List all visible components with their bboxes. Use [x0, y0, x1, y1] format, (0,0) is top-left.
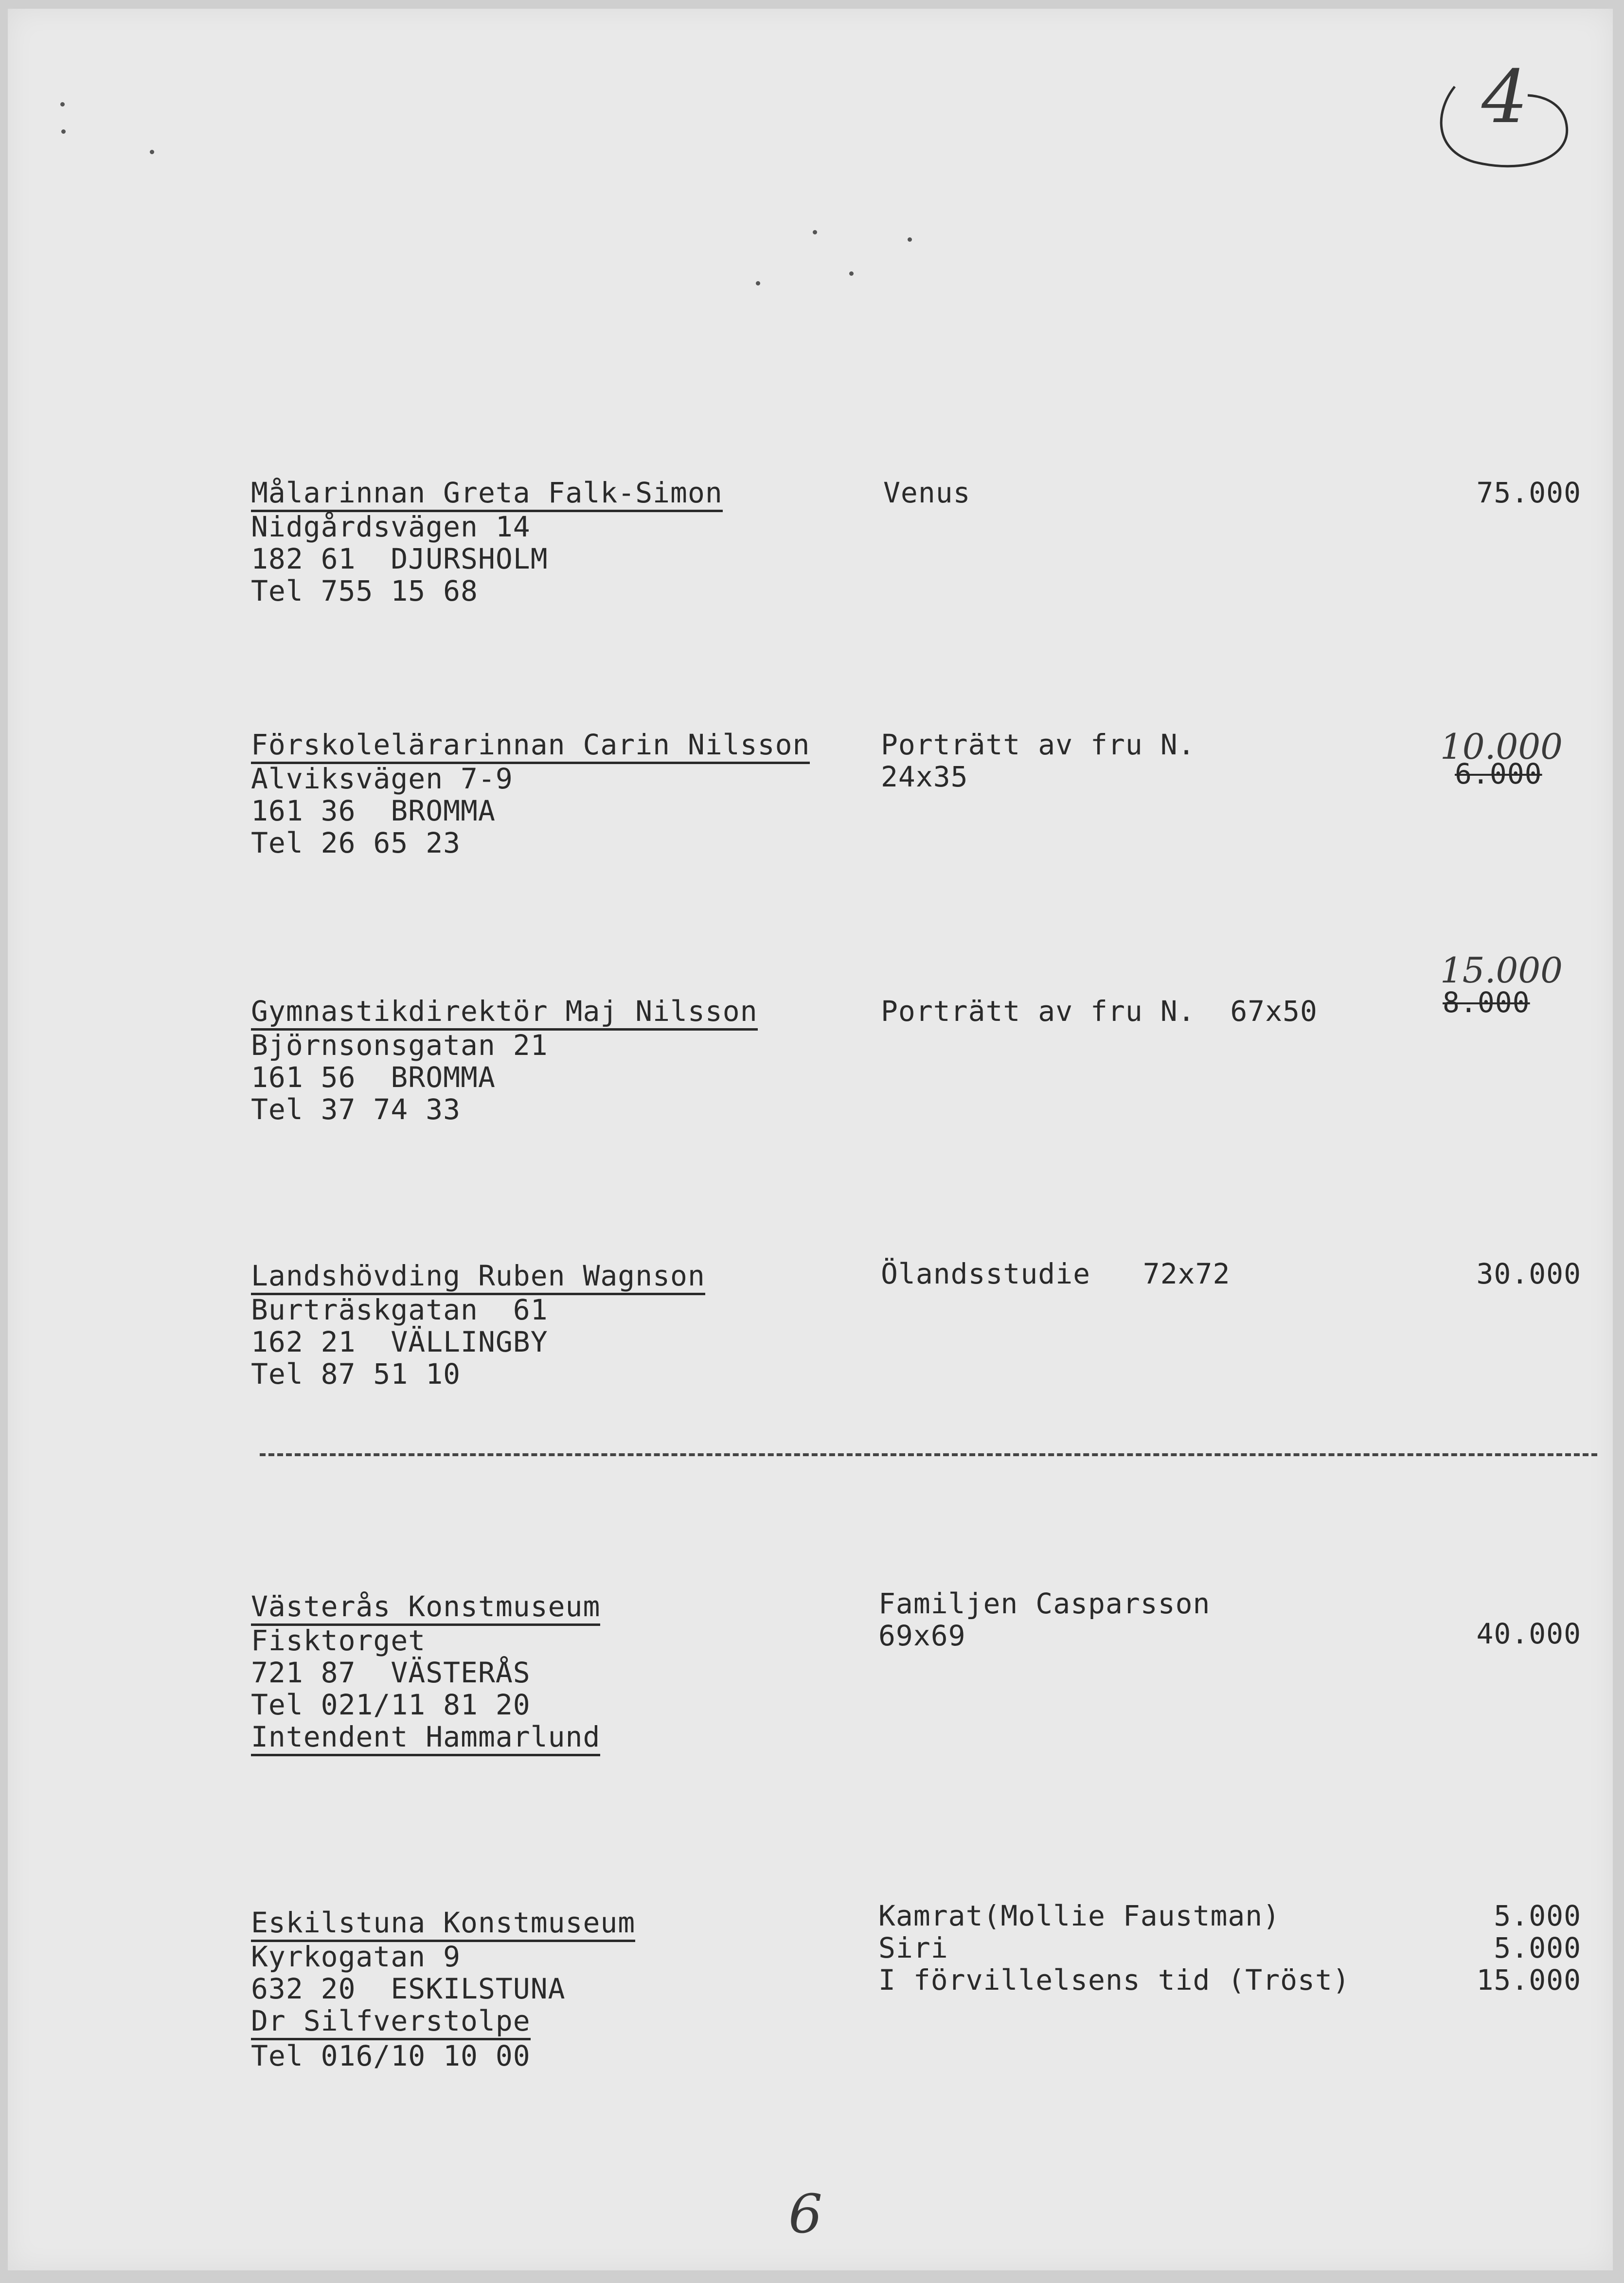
entry-3-phone: Tel 37 74 33: [251, 1093, 461, 1126]
entry-6-work-2: Siri: [878, 1931, 948, 1964]
ink-speck: [756, 281, 760, 285]
ink-speck: [849, 271, 854, 276]
entry-5-work: Familjen Casparsson: [878, 1587, 1211, 1620]
entry-6-contact: Dr Silfverstolpe: [251, 2005, 531, 2040]
ink-speck: [60, 102, 65, 107]
entry-6-price-3: 15.000: [1476, 1963, 1581, 1997]
entry-4-address-line-1: Burträskgatan 61: [251, 1293, 548, 1326]
entry-2-address-line-2: 161 36 BROMMA: [251, 794, 496, 827]
entry-6-work-3: I förvillelsens tid (Tröst): [878, 1963, 1350, 1997]
entry-5-contact: Intendent Hammarlund: [251, 1721, 600, 1756]
entry-1-address-line-1: Nidgårdsvägen 14: [251, 510, 531, 543]
entry-4-phone: Tel 87 51 10: [251, 1357, 461, 1391]
entry-5-phone: Tel 021/11 81 20: [251, 1688, 531, 1721]
dashed-separator: [260, 1453, 1597, 1456]
entry-3-work: Porträtt av fru N. 67x50: [881, 995, 1318, 1028]
entry-4-work: Ölandsstudie 72x72: [881, 1257, 1231, 1290]
entry-2-work: Porträtt av fru N.: [881, 728, 1196, 761]
entry-1-price: 75.000: [1476, 476, 1581, 509]
entry-1-phone: Tel 755 15 68: [251, 574, 478, 607]
entry-3-address-line-1: Björnsonsgatan 21: [251, 1029, 548, 1062]
entry-1-work: Venus: [883, 476, 971, 509]
entry-4-name: Landshövding Ruben Wagnson: [251, 1260, 705, 1295]
entry-6-name: Eskilstuna Konstmuseum: [251, 1907, 635, 1942]
entry-5-price: 40.000: [1476, 1617, 1581, 1650]
page-number-handwritten: 6: [788, 2183, 822, 2245]
entry-3-address-line-2: 161 56 BROMMA: [251, 1061, 496, 1094]
entry-6-work-1: Kamrat(Mollie Faustman): [878, 1899, 1281, 1932]
ink-speck: [61, 129, 66, 134]
entry-3-price-struck: 8.000: [1443, 986, 1530, 1019]
ink-speck: [150, 150, 154, 154]
entry-4-price: 30.000: [1476, 1257, 1581, 1290]
document-page: [8, 9, 1613, 2270]
entry-5-work-size: 69x69: [878, 1619, 966, 1652]
ink-speck: [813, 230, 817, 234]
entry-2-phone: Tel 26 65 23: [251, 826, 461, 859]
page-mark-number: 4: [1481, 55, 1528, 140]
ink-speck: [908, 237, 912, 242]
entry-6-phone: Tel 016/10 10 00: [251, 2039, 531, 2072]
entry-2-address-line-1: Alviksvägen 7-9: [251, 762, 513, 795]
entry-6-price-1: 5.000: [1494, 1899, 1581, 1932]
entry-6-address-line-2: 632 20 ESKILSTUNA: [251, 1972, 566, 2005]
entry-6-price-2: 5.000: [1494, 1931, 1581, 1964]
entry-6-address-line-1: Kyrkogatan 9: [251, 1940, 461, 1973]
entry-1-address-line-2: 182 61 DJURSHOLM: [251, 542, 548, 575]
entry-3-price-handwritten: 15.000: [1440, 950, 1563, 991]
entry-2-price-struck: 6.000: [1455, 757, 1542, 790]
entry-2-name: Förskolelärarinnan Carin Nilsson: [251, 729, 810, 764]
entry-2-price-handwritten: 10.000: [1440, 726, 1563, 767]
entry-2-work-size: 24x35: [881, 760, 968, 793]
entry-5-name: Västerås Konstmuseum: [251, 1590, 600, 1626]
entry-1-name: Målarinnan Greta Falk-Simon: [251, 477, 723, 512]
entry-5-address-line-1: Fisktorget: [251, 1624, 426, 1657]
entry-4-address-line-2: 162 21 VÄLLINGBY: [251, 1325, 548, 1358]
entry-3-name: Gymnastikdirektör Maj Nilsson: [251, 995, 758, 1031]
entry-5-address-line-2: 721 87 VÄSTERÅS: [251, 1656, 531, 1689]
